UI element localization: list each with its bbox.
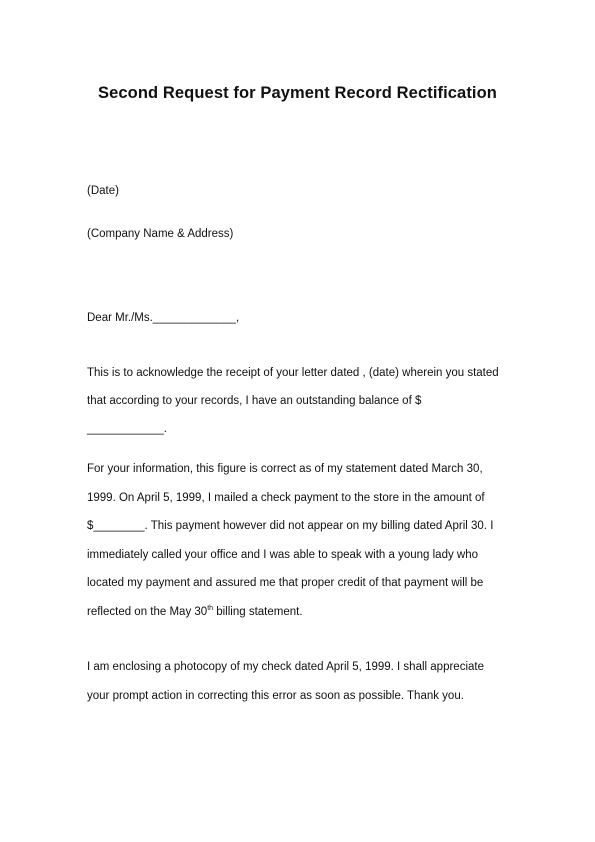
paragraph3-line2: your prompt action in correcting this error as soon as possible. Thank you. (87, 690, 464, 702)
paragraph2-line2: 1999. On April 5, 1999, I mailed a check payment to the store in the amount of (87, 492, 485, 504)
paragraph3-line1: I am enclosing a photocopy of my check dated April 5, 1999. I shall appreciate (87, 661, 484, 673)
paragraph1-line1: This is to acknowledge the receipt of your letter dated , (date) wherein you stated (87, 367, 499, 379)
paragraph2-line6-before: reflected on the May 30 (87, 606, 208, 618)
paragraph1-line2: that according to your records, I have an outstanding balance of $ (87, 395, 422, 407)
paragraph2-line4: immediately called your office and I was able to speak with a young lady who (87, 549, 479, 561)
paragraph2-line6-after: billing statement. (213, 606, 303, 618)
paragraph2-line5: located my payment and assured me that proper credit of that payment will be (87, 577, 484, 589)
page-title: Second Request for Payment Record Rectification (98, 84, 497, 102)
paragraph1-line3: ____________. (87, 423, 167, 435)
company-placeholder: (Company Name & Address) (87, 228, 234, 240)
salutation: Dear Mr./Ms._____________, (87, 312, 240, 324)
ordinal-suffix: th (207, 605, 214, 612)
date-placeholder: (Date) (87, 185, 119, 197)
paragraph2-line3: $________. This payment however did not appear on my billing dated April 30. I (87, 520, 494, 532)
paragraph2-line6 (87, 605, 303, 619)
paragraph2-line1: For your information, this figure is correct as of my statement dated March 30, (87, 463, 483, 475)
